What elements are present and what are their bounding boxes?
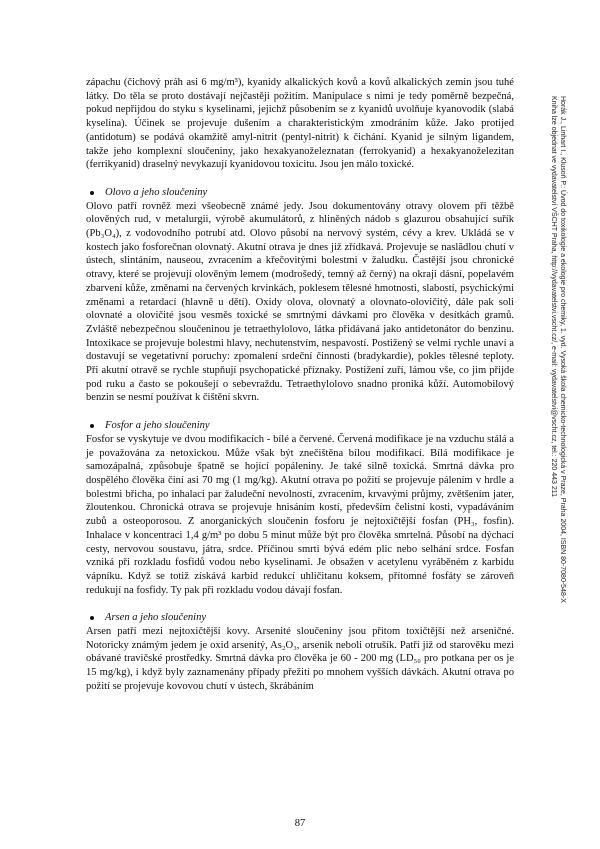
page-number: 87 (294, 818, 306, 829)
section-heading-text: Arsen a jeho sloučeniny (105, 612, 207, 624)
section-heading-text: Fosfor a jeho sloučeniny (105, 420, 210, 432)
section-paragraph: Olovo patří rovněž mezi všeobecně známé jedy. Jsou dokumentovány otravy olovem při těžbě olověných rud, v metalurgii, výrobě akumulátorů, z hliněných nádob s glazurou obsahující suřík (Pb₃O₄), z vodovodního potrubí atd. Olovo působí na nervový systém, cévy a krev. Ukládá se v kostech jako fosforečnan olovnatý. Akutní otrava je dnes již zřídkavá. Projevuje se naslădlou chutí v ústech, slintáním, nauseou, zvracením a křečovitými bolestmi v žaludku. Častější jsou chronické otravy, které se projevují olověným lemem (modrošedý, temný až černý) na okraji dásní, popelavém zbarvení kůže, změnami na červených krvinkách, poklesem tělesné hmotnosti, slabostí, psychickými změnami a retardací (hlavně u dětí). Oxidy olova, olovnatý a olovnato-olovičitý, dále pak soli olovnaté a olovičité jsou vesměs toxické se smrtnými dávkami pro člověka v desítkách gramů. Zvláště nebezpečnou sloučeninou je tetraethylolovo, látka přidávaná jako antidetonátor do benzinu. Intoxikace se projevuje bolestmi hlavy, nechutenstvím, nespavostí. Postižený se velmi rychle unaví a dostavují se vegetativní poruchy: zpomalení srdeční činnosti (bradykardie), pokles tělesné teploty. Při akutní otravě se rychle stupňují psychopatické příznaky. Postižení zuří, lámou vše, co jim přijde pod ruku a často se pokoušejí o sebevraždu. Tetraethylolovo snadno proniká kůží. Automobilový benzin se nesmí používat k čištění skvrn. (86, 200, 514, 404)
section-heading (86, 611, 514, 625)
section-paragraph: Arsen patří mezi nejtoxičtější kovy. Arsenité sloučeniny jsou přitom toxičtější než arseničné. Notoricky známým jedem je oxid arsenitý, As₂O₃, arsenik neboli otrušík. Patří již od starověku mezi obávané travičské prostředky. Smrtná dávka pro člověka je 60 - 200 mg (LD₅₀ pro potkana per os je 15 mg/kg), i když byly zaznamenány případy přežití po mnohem vyšších dávkách. Akutní otrava po požití se projevuje kovovou chutí v ústech, škrábáním (86, 626, 514, 692)
section-heading (86, 186, 514, 200)
citation-sidebar (549, 96, 567, 603)
bullet-icon (90, 191, 94, 195)
page-body (86, 76, 514, 708)
section-olovo (86, 186, 514, 405)
bullet-icon (90, 616, 94, 620)
section-fosfor (86, 419, 514, 597)
order-line: Kniha lze objednat ve vydavatelství VŠCHT Praha, http://vydavatelstvi.vscht.cz/, e-mail: vydavatelstvi@vscht.cz, tel.: 220 443 211 (550, 96, 557, 497)
section-heading (86, 419, 514, 433)
intro-paragraph: zápachu (čichový práh asi 6 mg/m³), kyanidy alkalických kovů a kovů alkalických zemin jsou tuhé látky. Do těla se proto dostávají nejčastěji požitím. Manipulace s nimi je tedy poměrně bezpečná, pokud nepřijdou do styku s kyselinami, jejichž působením se z kyanidů uvolňuje kyanovodík (slabá kyselina). Účinek se projevuje dušením a charakteristickým zmodráním kůže. Jako protijed (antidotum) se podává okamžitě amyl-nitrit (pentyl-nitrit) k čichání. Kyanid je silným ligandem, takže jeho komplexní sloučeniny, jako hexakyanoželeznatan (ferrokyanid) a hexakyanoželezitan (ferrikyanid) draselný nevykazují kyanidovou toxicitu. Jsou jen málo toxické. (86, 77, 514, 171)
section-arsen (86, 611, 514, 693)
citation-line: Horák J., Linhart I., Klusoň P.: Úvod do toxikologie a ekologie pro chemiky, 1. vyd. Vysoká škola chemicko-technologická v Praze, Praha 2004, ISBN 80-7080-548-X (559, 96, 566, 603)
section-paragraph: Fosfor se vyskytuje ve dvou modifikacích - bílé a červené. Červená modifikace je na vzduchu stálá a je považována za netoxickou. Může však být znečištěna bílou modifikací. Bílá modifikace je samozápalná, způsobuje špatně se hojící popáleniny. Je také silně toxická. Smrtná dávka pro dospělého člověka činí asi 70 mg (1 mg/kg). Akutní otrava po požití se projevuje pálením v hrdle a bolestmi břicha, po inhalaci par žaludeční nevolností, zvracením, krvavými průjmy, zvětšením jater, žloutenkou. Chronická otrava se projevuje hnisáním kostí, především čelistní kosti, vypadáváním zubů a osteoporosou. Z anorganických sloučenin fosforu je nejtoxičtější fosfan (PH₃, fosfin). Inhalace v koncentraci 1,4 g/m³ po dobu 5 minut může být pro člověka smrtelná. Působí na dýchací cesty, nervovou soustavu, játra, srdce. Příčinou smrti bývá edém plic nebo selhání srdce. Fosfan vzniká při rozkladu fosfidů vodou nebo kyselinami. Je obsažen v acetylenu vyráběném z karbidu vápníku. Když se totiž získává karbid redukcí uhličitanu koksem, přítomné fosfáty se zároveň redukují na fosfidy. Ty pak při rozkladu vodou dávají fosfan. (86, 433, 514, 596)
section-heading-text: Olovo a jeho sloučeniny (105, 186, 208, 198)
bullet-icon (90, 424, 94, 428)
